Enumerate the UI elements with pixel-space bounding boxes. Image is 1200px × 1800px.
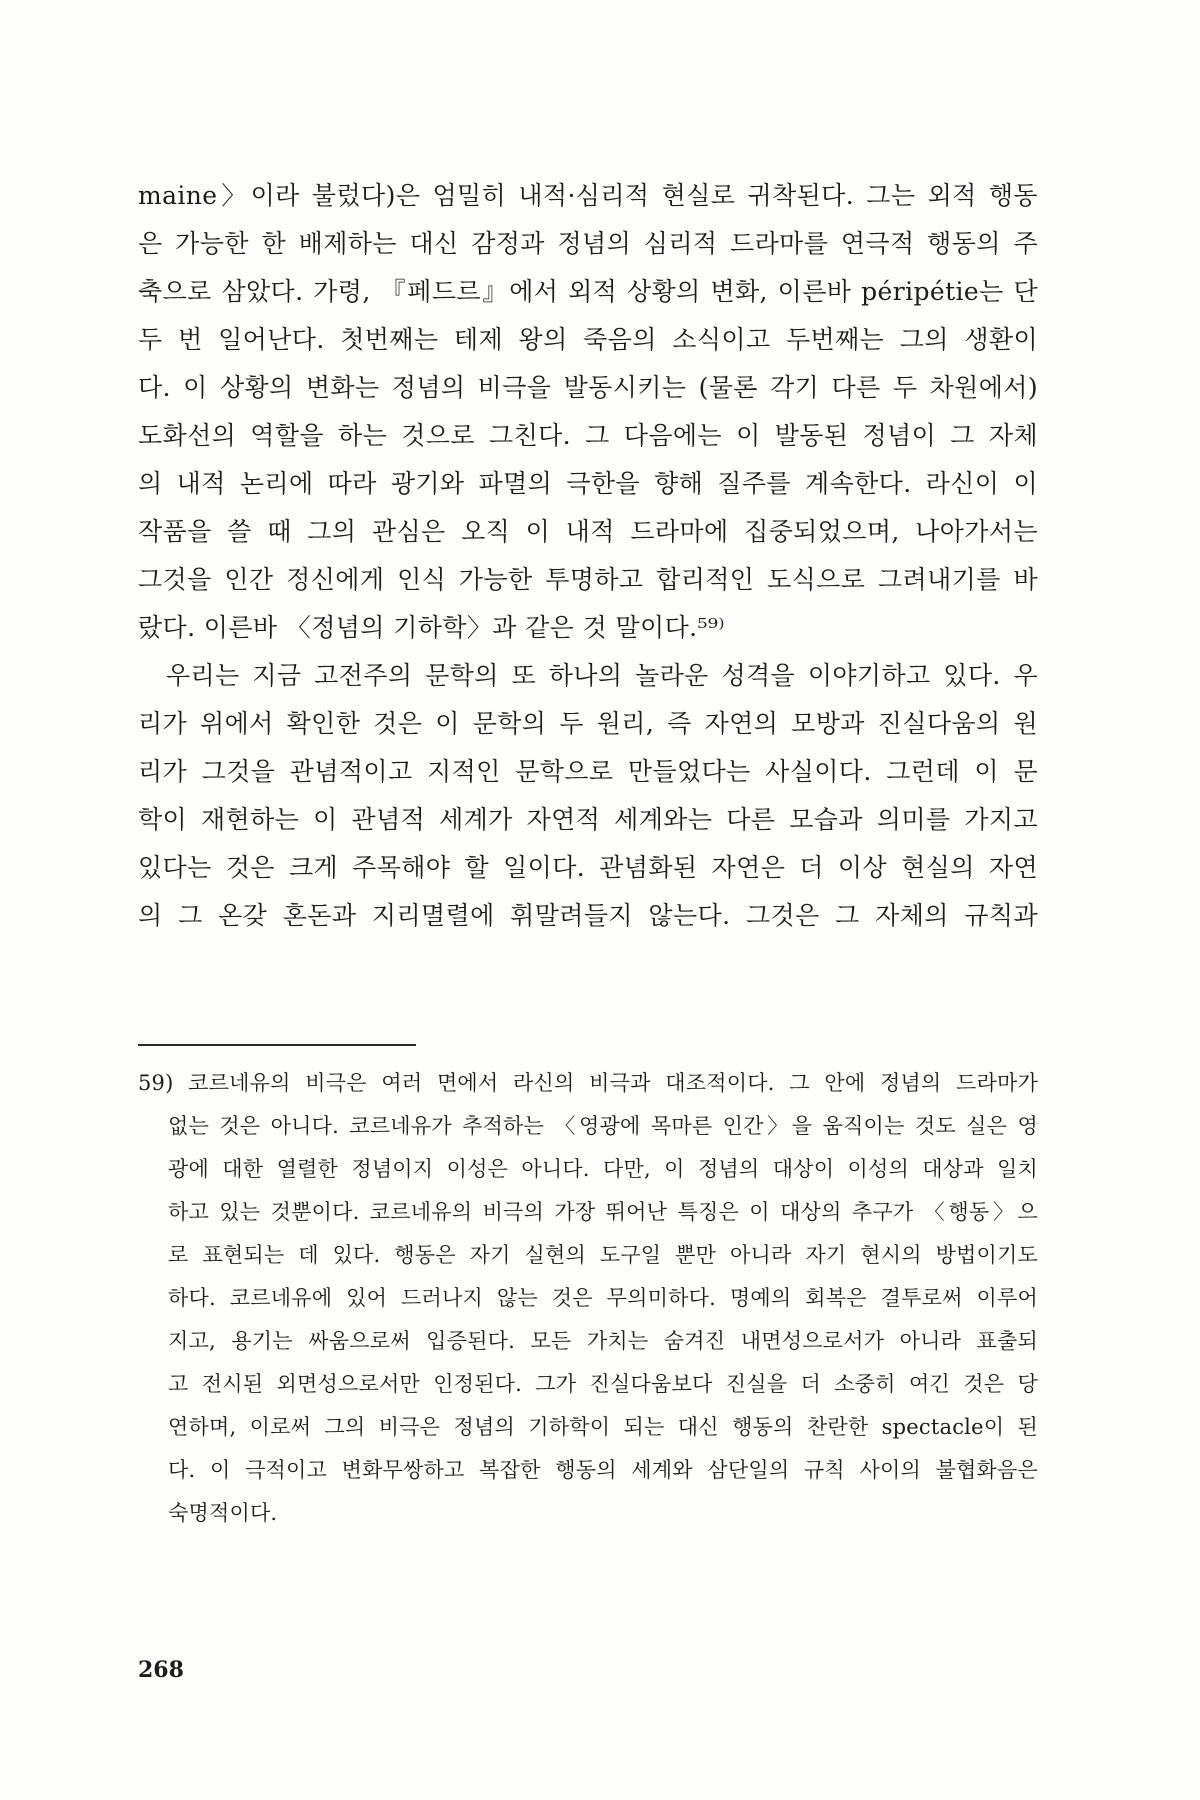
body-line-15: 있다는 것은 크게 주목해야 할 일이다. 관념화된 자연은 더 이상 현실의 자연 — [138, 853, 1038, 882]
body-line-9: 그것을 인간 정신에게 인식 가능한 투명하고 합리적인 도식으로 그려내기를 바 — [138, 565, 1038, 594]
footnote-59 — [138, 1062, 1038, 1535]
body-line-6: 도화선의 역할을 하는 것으로 그친다. 그 다음에는 이 발동된 정념이 그 자체 — [138, 421, 1038, 450]
body-line-8: 작품을 쓸 때 그의 관심은 오직 이 내적 드라마에 집중되었으며, 나아가서는 — [138, 517, 1038, 546]
body-line-13: 리가 그것을 관념적이고 지적인 문학으로 만들었다는 사실이다. 그런데 이 문 — [138, 757, 1038, 786]
body-line-5: 다. 이 상황의 변화는 정념의 비극을 발동시키는 (물론 각기 다른 두 차원에서) — [138, 373, 1038, 402]
footnote-line-5: 로 표현되는 데 있다. 행동은 자기 실현의 도구일 뿐만 아니라 자기 현시의 방법이기도 — [168, 1243, 1038, 1267]
footnote-line-4: 하고 있는 것뿐이다. 코르네유의 비극의 가장 뛰어난 특징은 이 대상의 추구가 〈행동〉으 — [168, 1200, 1038, 1224]
footnote-line-9: 연하며, 이로써 그의 비극은 정념의 기하학이 되는 대신 행동의 찬란한 spectacle이 된 — [168, 1415, 1038, 1439]
body-line-2: 은 가능한 한 배제하는 대신 감정과 정념의 심리적 드라마를 연극적 행동의 주 — [138, 229, 1038, 258]
body-line-16: 의 그 온갖 혼돈과 지리멸렬에 휘말려들지 않는다. 그것은 그 자체의 규칙과 — [138, 901, 1038, 930]
body-line-14: 학이 재현하는 이 관념적 세계가 자연적 세계와는 다른 모습과 의미를 가지고 — [138, 805, 1038, 834]
main-text — [138, 172, 1038, 940]
body-line-7: 의 내적 논리에 따라 광기와 파멸의 극한을 향해 질주를 계속한다. 라신이 이 — [138, 469, 1038, 498]
footnote-line-2: 없는 것은 아니다. 코르네유가 추적하는 〈영광에 목마른 인간〉을 움직이는 것도 실은 영 — [168, 1114, 1038, 1138]
body-line-12: 리가 위에서 확인한 것은 이 문학의 두 원리, 즉 자연의 모방과 진실다움의 원 — [138, 709, 1038, 738]
body-line-4: 두 번 일어난다. 첫번째는 테제 왕의 죽음의 소식이고 두번째는 그의 생환이 — [138, 325, 1038, 354]
footnote-line-6: 하다. 코르네유에 있어 드러나지 않는 것은 무의미하다. 명예의 회복은 결투로써 이루어 — [168, 1286, 1038, 1310]
footnote-line-11: 숙명적이다. — [168, 1501, 278, 1525]
body-line-11: 우리는 지금 고전주의 문학의 또 하나의 놀라운 성격을 이야기하고 있다. 우 — [166, 661, 1038, 690]
footnote-line-8: 고 전시된 외면성으로서만 인정된다. 그가 진실다움보다 진실을 더 소중히 여긴 것은 당 — [168, 1372, 1038, 1396]
footnote-line-1: 59) 코르네유의 비극은 여러 면에서 라신의 비극과 대조적이다. 그 안에 정념의 드라마가 — [138, 1071, 1038, 1095]
footnote-line-7: 지고, 용기는 싸움으로써 입증된다. 모든 가치는 숨겨진 내면성으로서가 아니라 표출되 — [168, 1329, 1038, 1353]
footnote-line-3: 광에 대한 열렬한 정념이지 이성은 아니다. 다만, 이 정념의 대상이 이성의 대상과 일치 — [168, 1157, 1038, 1181]
body-line-1: maine〉이라 불렀다)은 엄밀히 내적·심리적 현실로 귀착된다. 그는 외적 행동 — [138, 181, 1038, 210]
footnote-divider — [138, 1044, 416, 1046]
body-line-10: 랐다. 이른바 〈정념의 기하학〉과 같은 것 말이다.⁵⁹⁾ — [138, 613, 725, 642]
body-line-3: 축으로 삼았다. 가령, 『페드르』에서 외적 상황의 변화, 이른바 péripétie는 단 — [138, 277, 1038, 306]
footnote-line-10: 다. 이 극적이고 변화무쌍하고 복잡한 행동의 세계와 삼단일의 규칙 사이의 불협화음은 — [168, 1458, 1038, 1482]
page-number: 268 — [138, 1657, 184, 1683]
